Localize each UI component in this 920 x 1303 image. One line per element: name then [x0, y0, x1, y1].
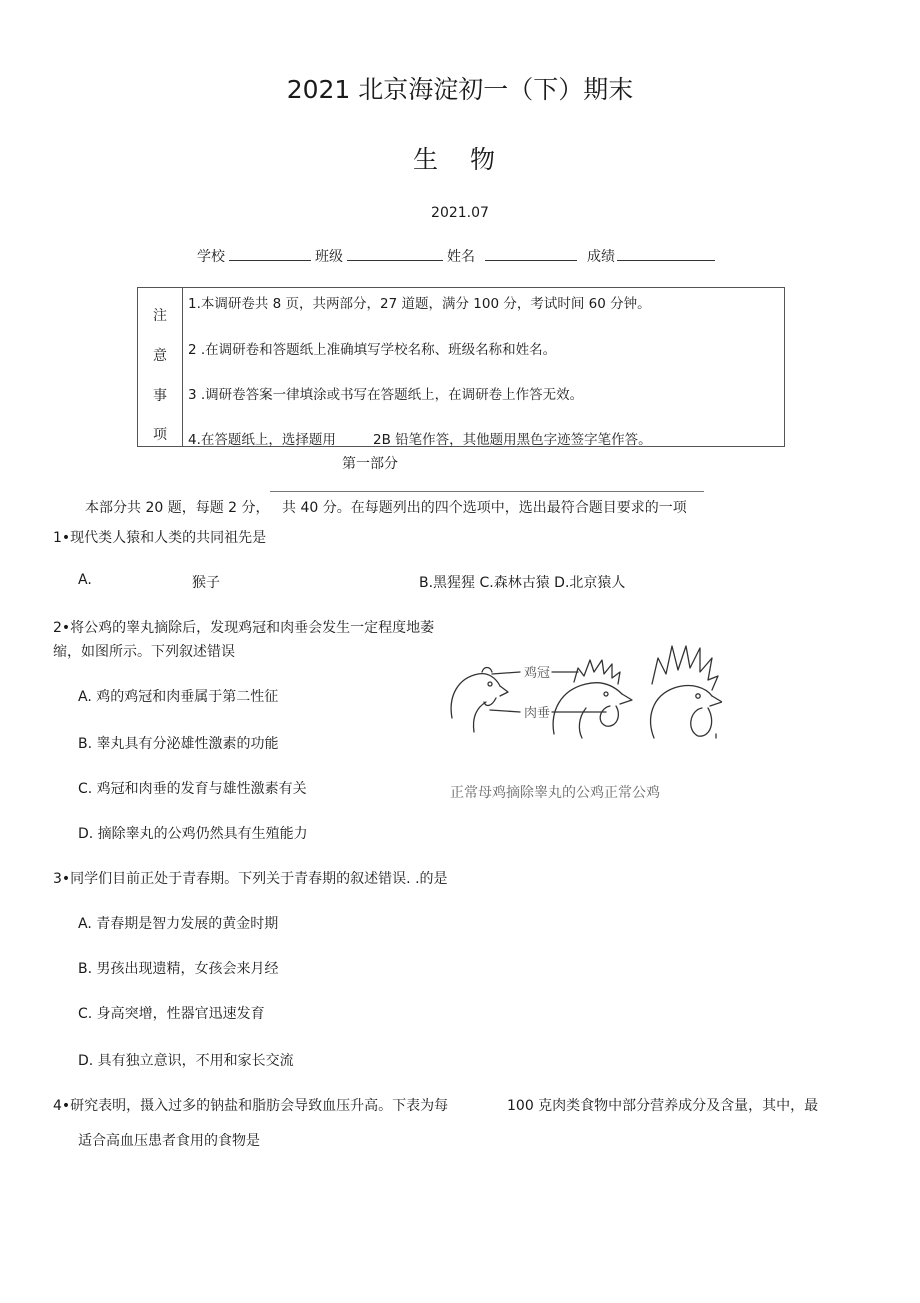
question-2-option: A. 鸡的鸡冠和肉垂属于第二性征 — [78, 689, 279, 705]
exam-title: 2021 北京海淀初一（下）期末 — [286, 75, 634, 104]
notice-char: 注 — [153, 308, 167, 324]
question-4-stem: 4•研究表明，摄入过多的钠盐和脂肪会导致血压升高。下表为每 — [53, 1098, 449, 1114]
student-info-fields — [197, 246, 719, 266]
notice-char: 事 — [153, 388, 167, 404]
hen-head-illustration — [451, 668, 508, 733]
rooster-head-illustration — [651, 646, 722, 738]
question-3-option: D. 具有独立意识，不用和家长交流 — [78, 1053, 294, 1069]
name-blank[interactable] — [485, 248, 577, 261]
divider — [270, 491, 704, 492]
question-2-option: D. 摘除睾丸的公鸡仍然具有生殖能力 — [78, 826, 308, 842]
score-label: 成绩 — [587, 249, 615, 265]
figure-label-wattle: 肉垂 — [524, 706, 551, 721]
class-blank[interactable] — [347, 248, 443, 261]
question-1-option-a-label: A. — [78, 572, 92, 588]
notice-item: 4.在答题纸上，选择题用 — [188, 432, 336, 448]
question-2-option: B. 睾丸具有分泌雄性激素的功能 — [78, 736, 279, 752]
question-2-stem: 2•将公鸡的睾丸摘除后，发现鸡冠和肉垂会发生一定程度地萎 — [53, 620, 435, 636]
part1-title: 第一部分 — [342, 456, 398, 472]
question-1-options-bcd: B.黑猩猩 C.森林古猿 D.北京猿人 — [419, 575, 626, 591]
class-label: 班级 — [315, 249, 343, 265]
figure-label-comb: 鸡冠 — [524, 666, 551, 681]
notice-char: 意 — [153, 348, 167, 364]
score-blank[interactable] — [617, 248, 715, 261]
question-3-stem: 3•同学们目前正处于青春期。下列关于青春期的叙述错误. .的是 — [53, 871, 448, 887]
school-blank[interactable] — [229, 248, 311, 261]
part1-intro: 本部分共 20 题，每题 2 分， — [85, 500, 270, 516]
rooster-figure — [446, 638, 722, 742]
name-label: 姓名 — [447, 249, 475, 265]
figure-caption: 正常母鸡摘除睾丸的公鸡正常公鸡 — [450, 785, 660, 801]
part1-intro: 共 40 分。在每题列出的四个选项中，选出最符合题目要求的一项 — [282, 500, 687, 516]
question-4-stem: 适合高血压患者食用的食物是 — [78, 1133, 260, 1149]
question-2-option: C. 鸡冠和肉垂的发育与雄性激素有关 — [78, 781, 307, 797]
notice-heading — [138, 288, 183, 446]
school-label: 学校 — [197, 249, 225, 265]
question-1-stem: 1•现代类人猿和人类的共同祖先是 — [53, 530, 267, 546]
exam-date: 2021.07 — [431, 205, 489, 221]
notice-item: 2B 铅笔作答，其他题用黑色字迹签字笔作答。 — [373, 432, 652, 448]
exam-subject: 生 物 — [413, 145, 507, 174]
question-1-option-a: 猴子 — [192, 575, 220, 591]
notice-box — [137, 287, 785, 447]
question-3-option: B. 男孩出现遗精，女孩会来月经 — [78, 961, 279, 977]
notice-char: 项 — [153, 427, 167, 443]
question-2-stem: 缩，如图所示。下列叙述错误 — [53, 644, 235, 660]
question-4-stem: 100 克肉类食物中部分营养成分及含量，其中，最 — [507, 1098, 819, 1114]
notice-item: 2 .在调研卷和答题纸上准确填写学校名称、班级名称和姓名。 — [188, 342, 557, 358]
question-3-option: A. 青春期是智力发展的黄金时期 — [78, 916, 279, 932]
notice-item: 1.本调研卷共 8 页，共两部分，27 道题，满分 100 分，考试时间 60 分钟。 — [188, 296, 651, 312]
notice-item: 3 .调研卷答案一律填涂或书写在答题纸上，在调研卷上作答无效。 — [188, 387, 584, 403]
question-3-option: C. 身高突增，性器官迅速发育 — [78, 1006, 265, 1022]
